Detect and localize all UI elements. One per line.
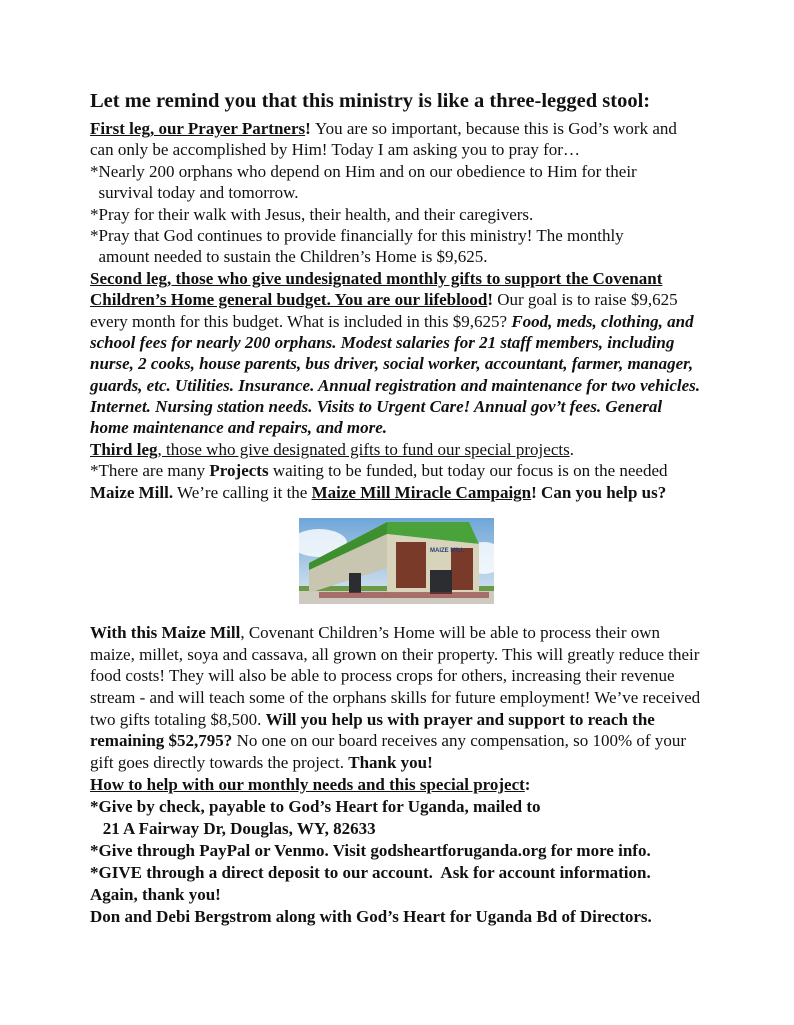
text-line xyxy=(90,622,700,644)
text-segment: 21 A Fairway Dr, Douglas, WY, 82633 xyxy=(90,819,376,838)
text-line xyxy=(90,289,700,310)
text-line xyxy=(90,752,700,774)
text-segment: *Pray that God continues to provide financially for this ministry! The monthly xyxy=(90,225,624,245)
text-line xyxy=(90,644,700,666)
text-segment: *Pray for their walk with Jesus, their health, and their caregivers. xyxy=(90,204,534,224)
text-line xyxy=(90,665,700,687)
text-line xyxy=(90,482,700,503)
text-segment: Maize Mill Miracle Campaign xyxy=(311,482,532,502)
text-segment: : xyxy=(524,775,531,794)
text-line xyxy=(90,687,700,709)
text-segment: *Nearly 200 orphans who depend on Him and on our obedience to Him for their xyxy=(90,161,637,181)
text-segment: waiting to be funded, but today our focus is on the needed xyxy=(268,461,668,481)
text-segment: survival today and tomorrow. xyxy=(90,183,299,203)
text-line xyxy=(90,311,700,332)
text-line xyxy=(90,353,700,374)
text-segment: Internet. Nursing station needs. Visits to Urgent Care! Annual gov’t fees. General xyxy=(90,397,663,417)
text-line xyxy=(90,396,700,417)
text-segment: No one on our board receives any compensation, so 100% of your xyxy=(232,731,686,751)
text-line xyxy=(90,884,652,906)
text-line xyxy=(90,139,700,160)
text-line xyxy=(90,118,700,139)
text-segment: . xyxy=(569,439,574,459)
text-segment: , xyxy=(157,439,167,459)
text-segment: You are so important, because this is God’s work and xyxy=(315,119,677,138)
text-line xyxy=(90,225,700,246)
maize-mill-image xyxy=(299,518,494,604)
text-segment: *GIVE through a direct deposit to our account. Ask for account information. xyxy=(90,863,651,882)
text-segment: Food, meds, clothing, and xyxy=(511,311,694,331)
text-line xyxy=(90,332,700,353)
text-segment: First leg, our Prayer Partners xyxy=(90,119,306,138)
mill-sign: MAIZE MILL xyxy=(430,548,465,554)
text-segment: Will you help us with prayer and support to reach the xyxy=(265,709,655,729)
section-how-to-help xyxy=(90,774,652,928)
text-line xyxy=(90,796,652,818)
text-line xyxy=(90,417,700,438)
text-segment: ! xyxy=(487,290,498,310)
text-segment: *Give by check, payable to God’s Heart for Uganda, mailed to xyxy=(90,797,541,816)
text-segment: We’re calling it the xyxy=(173,482,312,502)
text-line xyxy=(90,818,652,840)
text-segment: amount needed to sustain the Children’s Home is $9,625. xyxy=(90,247,488,267)
text-line xyxy=(90,375,700,396)
text-segment: Don and Debi Bergstrom along with God’s Heart for Uganda Bd of Directors. xyxy=(90,907,652,926)
text-segment: stream - and will teach some of the orphans skills for future employment! We’ve received xyxy=(90,688,701,708)
text-segment: *There are many xyxy=(90,461,210,481)
text-segment: Maize Mill. xyxy=(90,482,174,502)
text-segment: ! xyxy=(305,119,316,138)
text-segment: Children’s Home general budget. You are our lifeblood xyxy=(90,290,488,310)
text-line xyxy=(90,246,700,267)
text-line xyxy=(90,439,700,460)
text-line xyxy=(90,204,700,225)
text-segment: every month for this budget. What is included in this $9,625? xyxy=(90,311,512,331)
text-segment: Projects xyxy=(209,461,269,481)
text-segment: Second leg, those who give undesignated monthly gifts to support the Covenant xyxy=(90,268,663,288)
text-segment: Thank you! xyxy=(348,753,433,773)
text-segment: guards, etc. Utilities. Insurance. Annual registration and maintenance for two vehicles. xyxy=(90,375,701,395)
text-line xyxy=(90,774,652,796)
text-line xyxy=(90,840,652,862)
text-line xyxy=(90,862,652,884)
text-segment: home maintenance and repairs, and more. xyxy=(90,418,388,438)
text-segment: gift goes directly towards the project. xyxy=(90,753,349,773)
text-line xyxy=(90,709,700,731)
text-line xyxy=(90,730,700,752)
page-heading: Let me remind you that this ministry is like a three-legged stool: xyxy=(90,90,651,112)
text-segment: can only be accomplished by Him! Today I am asking you to pray for… xyxy=(90,140,580,160)
text-segment: With this Maize Mill xyxy=(90,623,241,642)
text-segment: maize, millet, soya and cassava, all grown on their property. This will greatly reduce their xyxy=(90,644,700,664)
section-three-legs xyxy=(90,118,700,503)
text-line xyxy=(90,182,700,203)
text-segment: school fees for nearly 200 orphans. Modest salaries for 21 staff members, including xyxy=(90,332,675,352)
text-line xyxy=(90,906,652,928)
text-segment: ! Can you help us? xyxy=(531,482,667,502)
text-segment: How to help with our monthly needs and this special project xyxy=(90,775,525,794)
text-segment: , Covenant Children’s Home will be able to process their own xyxy=(240,623,661,642)
text-line xyxy=(90,268,700,289)
text-segment: those who give designated gifts to fund our special projects xyxy=(166,439,570,459)
text-segment: food costs! They will also be able to process crops for others, increasing their revenue xyxy=(90,666,675,686)
text-segment: remaining $52,795? xyxy=(90,731,233,751)
text-line xyxy=(90,460,700,481)
text-segment: nurse, 2 cooks, house parents, bus driver, social worker, accountant, farmer, manager, xyxy=(90,354,694,374)
text-segment: Third leg xyxy=(90,439,158,459)
text-segment: *Give through PayPal or Venmo. Visit godsheartforuganda.org for more info. xyxy=(90,841,651,860)
text-segment: Our goal is to raise $9,625 xyxy=(497,290,678,310)
text-line xyxy=(90,161,700,182)
section-maize-mill xyxy=(90,622,700,774)
text-segment: two gifts totaling $8,500. xyxy=(90,709,266,729)
text-segment: Again, thank you! xyxy=(90,885,221,904)
